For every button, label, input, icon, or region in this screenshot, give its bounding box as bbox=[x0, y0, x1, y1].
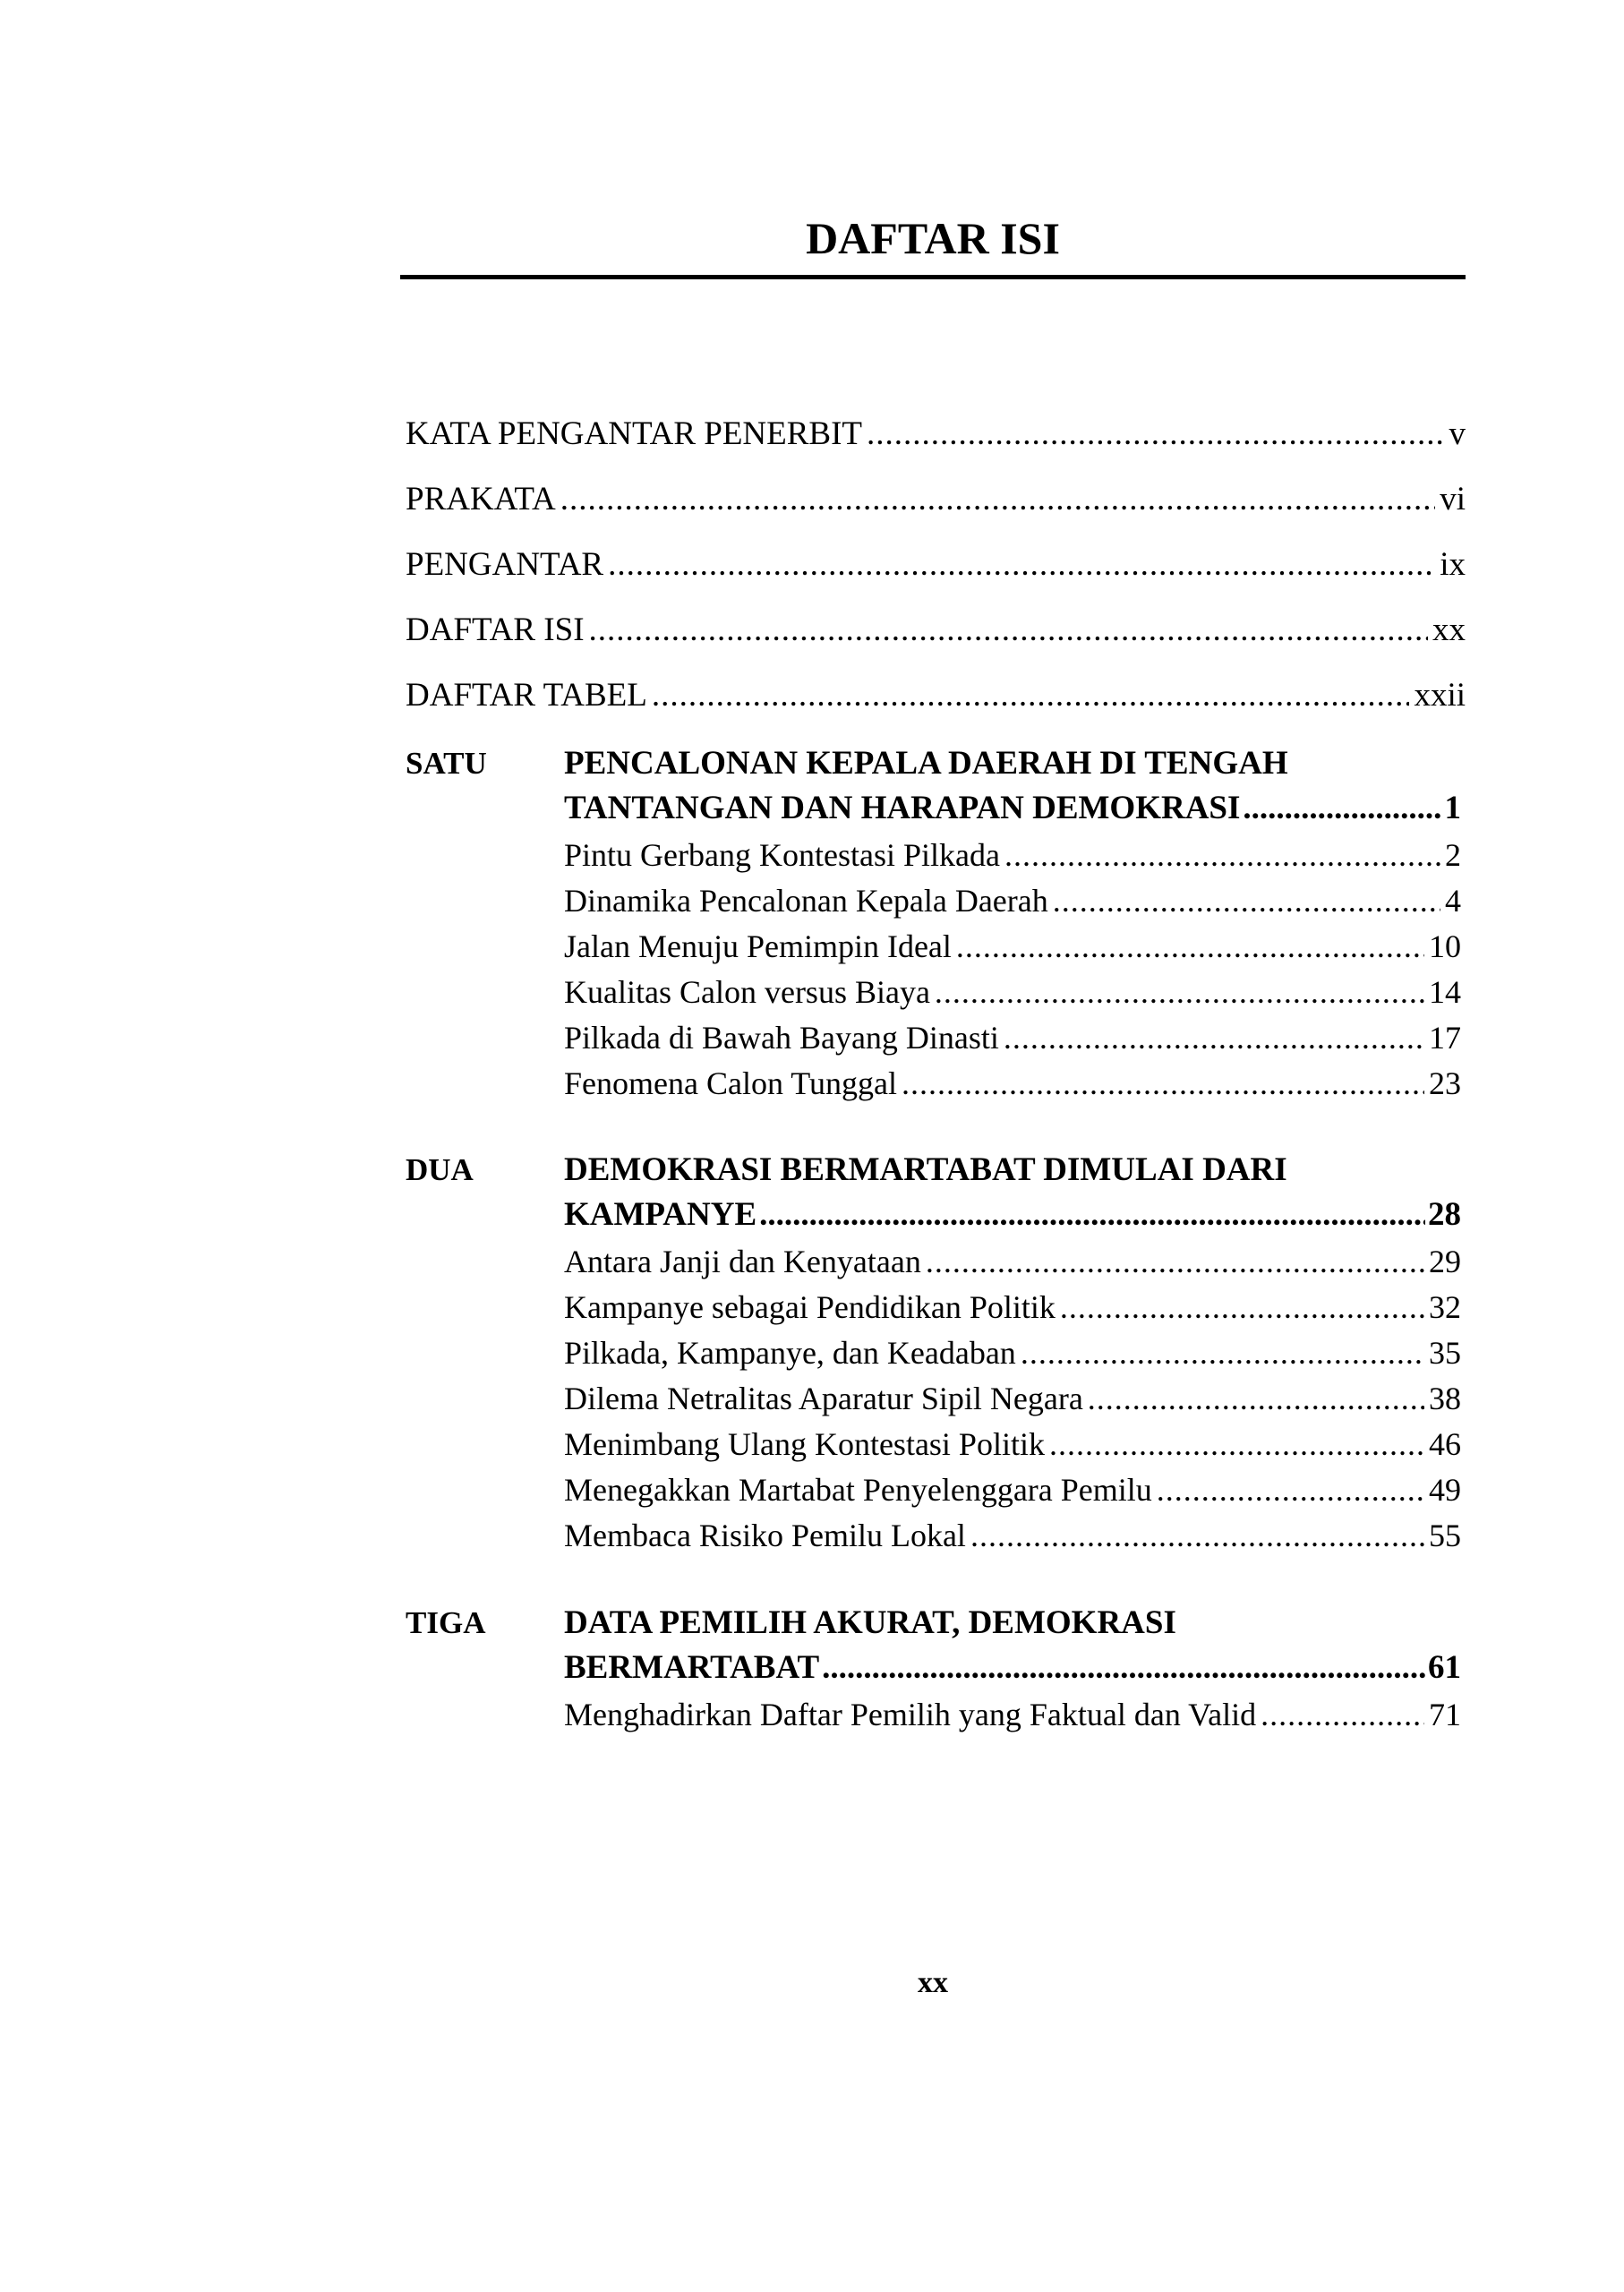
section-page: 55 bbox=[1429, 1518, 1461, 1553]
toc-entry-label: PRAKATA bbox=[406, 481, 556, 517]
chapter-title[interactable]: DEMOKRASI BERMARTABAT DIMULAI DARI bbox=[564, 1151, 1287, 1188]
section-label: Pintu Gerbang Kontestasi Pilkada bbox=[564, 837, 1000, 873]
chapter-title-continued: BERMARTABAT bbox=[564, 1649, 820, 1686]
toc-entry-page: ix bbox=[1440, 546, 1466, 583]
section-page: 32 bbox=[1429, 1289, 1461, 1325]
toc-entry-label: DAFTAR ISI bbox=[406, 611, 585, 648]
section-label: Dilema Netralitas Aparatur Sipil Negara bbox=[564, 1381, 1083, 1416]
section-page: 17 bbox=[1429, 1020, 1461, 1056]
dot-leader bbox=[1088, 1376, 1424, 1421]
toc-entry[interactable] bbox=[406, 407, 1466, 473]
dot-leader bbox=[589, 603, 1428, 657]
section-entry[interactable] bbox=[564, 1692, 1461, 1738]
section-page: 46 bbox=[1429, 1426, 1461, 1462]
section-entry[interactable] bbox=[564, 1015, 1461, 1061]
section-entry[interactable] bbox=[564, 1376, 1461, 1422]
chapter-body bbox=[564, 741, 1461, 1107]
section-label: Kualitas Calon versus Biaya bbox=[564, 974, 930, 1010]
chapter-page: 1 bbox=[1444, 790, 1461, 826]
chapter-title-entry[interactable] bbox=[564, 786, 1461, 833]
chapter-body bbox=[564, 1601, 1461, 1738]
dot-leader bbox=[935, 970, 1424, 1014]
dot-leader bbox=[1021, 1330, 1424, 1375]
section-entry[interactable] bbox=[564, 878, 1461, 924]
toc-entry-label: PENGANTAR bbox=[406, 546, 604, 583]
chapter-title-entry[interactable] bbox=[564, 1646, 1461, 1692]
section-label: Menimbang Ulang Kontestasi Politik bbox=[564, 1426, 1045, 1462]
dot-leader bbox=[608, 538, 1435, 592]
chapter-title-entry[interactable] bbox=[564, 1193, 1461, 1239]
section-entry[interactable] bbox=[564, 1061, 1461, 1107]
chapter-number: TIGA bbox=[406, 1605, 486, 1640]
dot-leader bbox=[1049, 1422, 1424, 1467]
toc-entry[interactable] bbox=[406, 603, 1466, 669]
section-page: 35 bbox=[1429, 1335, 1461, 1371]
dot-leader bbox=[652, 669, 1410, 723]
section-label: Membaca Risiko Pemilu Lokal bbox=[564, 1518, 966, 1553]
section-label: Jalan Menuju Pemimpin Ideal bbox=[564, 928, 952, 964]
chapter-page: 61 bbox=[1428, 1649, 1461, 1686]
front-matter-list bbox=[406, 407, 1466, 734]
toc-entry-page: vi bbox=[1440, 481, 1466, 517]
section-page: 49 bbox=[1429, 1472, 1461, 1508]
dot-leader bbox=[926, 1239, 1424, 1284]
section-page: 14 bbox=[1429, 974, 1461, 1010]
toc-entry-page: v bbox=[1449, 415, 1466, 452]
section-entry[interactable] bbox=[564, 970, 1461, 1015]
section-page: 23 bbox=[1429, 1065, 1461, 1101]
chapter-title-continued: TANTANGAN DAN HARAPAN DEMOKRASI bbox=[564, 790, 1241, 826]
dot-leader bbox=[956, 924, 1424, 969]
dot-leader bbox=[902, 1061, 1424, 1106]
toc-entry-page: xx bbox=[1432, 611, 1466, 648]
section-label: Pilkada, Kampanye, dan Keadaban bbox=[564, 1335, 1016, 1371]
section-entry[interactable] bbox=[564, 924, 1461, 970]
toc-entry[interactable] bbox=[406, 473, 1466, 538]
chapter-title[interactable]: DATA PEMILIH AKURAT, DEMOKRASI bbox=[564, 1604, 1176, 1641]
chapter-title-continued: KAMPANYE bbox=[564, 1196, 757, 1233]
chapter-title[interactable]: PENCALONAN KEPALA DAERAH DI TENGAH bbox=[564, 745, 1288, 782]
section-entry[interactable] bbox=[564, 1467, 1461, 1513]
section-page: 10 bbox=[1429, 928, 1461, 964]
section-entry[interactable] bbox=[564, 1330, 1461, 1376]
chapter-number: DUA bbox=[406, 1152, 474, 1187]
dot-leader bbox=[1261, 1692, 1424, 1737]
toc-entry-label: KATA PENGANTAR PENERBIT bbox=[406, 415, 863, 452]
page-number: xx bbox=[918, 1966, 948, 1999]
dot-leader bbox=[970, 1513, 1424, 1558]
section-label: Pilkada di Bawah Bayang Dinasti bbox=[564, 1020, 999, 1056]
section-page: 71 bbox=[1429, 1697, 1461, 1732]
section-label: Fenomena Calon Tunggal bbox=[564, 1065, 898, 1101]
dot-leader bbox=[1060, 1285, 1424, 1330]
dot-leader bbox=[822, 1646, 1425, 1690]
section-entry[interactable] bbox=[564, 1285, 1461, 1330]
dot-leader bbox=[560, 473, 1436, 526]
section-entry[interactable] bbox=[564, 1422, 1461, 1467]
toc-entry[interactable] bbox=[406, 669, 1466, 734]
section-label: Antara Janji dan Kenyataan bbox=[564, 1244, 921, 1279]
title-rule bbox=[400, 275, 1466, 279]
section-entry[interactable] bbox=[564, 1239, 1461, 1285]
toc-entry[interactable] bbox=[406, 538, 1466, 603]
dot-leader bbox=[1004, 1015, 1424, 1060]
section-page: 4 bbox=[1445, 883, 1461, 919]
section-label: Menghadirkan Daftar Pemilih yang Faktual dan Valid bbox=[564, 1697, 1257, 1732]
dot-leader bbox=[1053, 878, 1440, 923]
section-label: Dinamika Pencalonan Kepala Daerah bbox=[564, 883, 1048, 919]
dot-leader bbox=[759, 1193, 1425, 1237]
toc-entry-page: xxii bbox=[1414, 677, 1466, 714]
dot-leader bbox=[1243, 786, 1441, 831]
section-page: 2 bbox=[1445, 837, 1461, 873]
section-entry[interactable] bbox=[564, 1513, 1461, 1559]
section-page: 29 bbox=[1429, 1244, 1461, 1279]
toc-entry-label: DAFTAR TABEL bbox=[406, 677, 647, 714]
dot-leader bbox=[1004, 833, 1440, 877]
chapter-page: 28 bbox=[1428, 1196, 1461, 1233]
section-label: Kampanye sebagai Pendidikan Politik bbox=[564, 1289, 1056, 1325]
chapter-body bbox=[564, 1148, 1461, 1559]
dot-leader bbox=[867, 407, 1444, 461]
page-title: DAFTAR ISI bbox=[806, 213, 1060, 263]
dot-leader bbox=[1157, 1467, 1424, 1512]
section-entry[interactable] bbox=[564, 833, 1461, 878]
chapter-number: SATU bbox=[406, 746, 487, 781]
section-label: Menegakkan Martabat Penyelenggara Pemilu bbox=[564, 1472, 1152, 1508]
section-page: 38 bbox=[1429, 1381, 1461, 1416]
